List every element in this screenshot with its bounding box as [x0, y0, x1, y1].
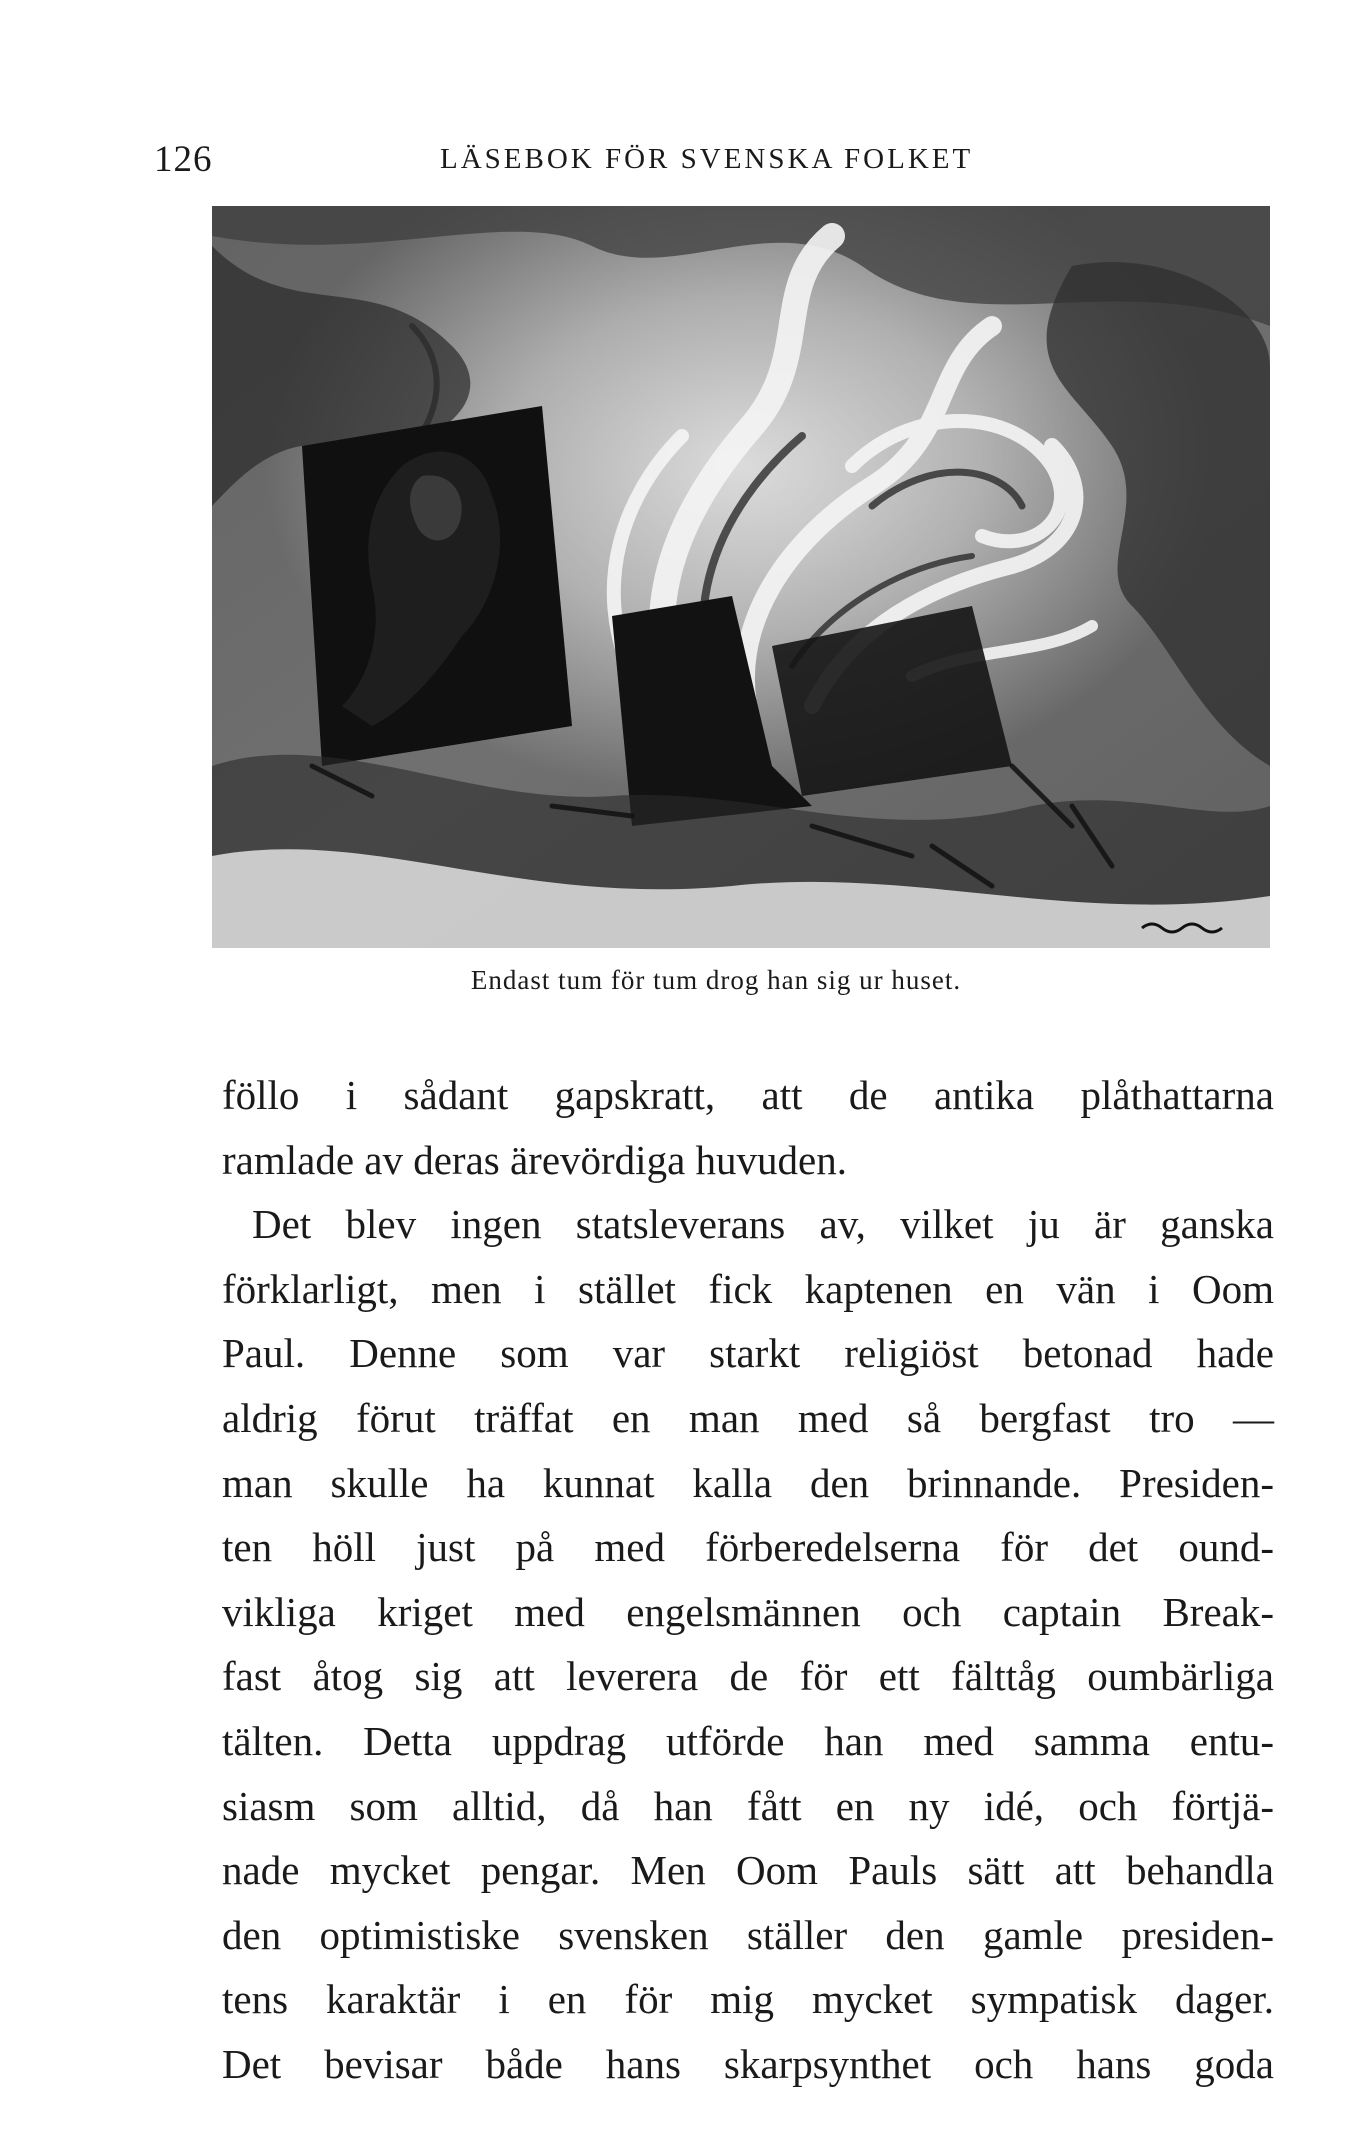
- text-line: vikliga kriget med engelsmännen och captain Break-: [222, 1588, 1274, 1635]
- text-line: den optimistiske svensken ställer den gamle presiden-: [222, 1911, 1274, 1958]
- text-line: Det blev ingen statsleverans av, vilket ju är ganska: [252, 1201, 1274, 1248]
- text-line: tälten. Detta uppdrag utförde han med samma entu-: [222, 1717, 1274, 1764]
- text-line: aldrig förut träffat en man med så bergfast tro —: [222, 1394, 1274, 1441]
- page-number: 126: [154, 139, 213, 180]
- text-line: tens karaktär i en för mig mycket sympatisk dager.: [222, 1976, 1274, 2023]
- text-line: ten höll just på med förberedelserna för det ound-: [222, 1524, 1274, 1571]
- text-line: man skulle ha kunnat kalla den brinnande. Presiden-: [222, 1459, 1274, 1506]
- body-text: [222, 1063, 1274, 2097]
- text-line: förklarligt, men i stället fick kaptenen en vän i Oom: [222, 1265, 1274, 1312]
- text-line: ramlade av deras ärevördiga huvuden.: [222, 1136, 847, 1183]
- text-line: föllo i sådant gapskratt, att de antika plåthattarna: [222, 1072, 1274, 1118]
- text-line: fast åtog sig att leverera de för ett fälttåg oumbärliga: [222, 1653, 1274, 1700]
- text-line: Det bevisar både hans skarpsynthet och hans goda: [222, 2040, 1274, 2087]
- illustration-burning-house: [212, 206, 1270, 948]
- text-line: Paul. Denne som var starkt religiöst betonad hade: [222, 1330, 1274, 1377]
- running-title: LÄSEBOK FÖR SVENSKA FOLKET: [440, 143, 974, 175]
- illustration-image: [212, 206, 1270, 948]
- text-line: siasm som alltid, då han fått en ny idé, och förtjä-: [222, 1782, 1274, 1829]
- illustration-caption: Endast tum för tum drog han sig ur huset.: [470, 965, 962, 995]
- text-line: nade mycket pengar. Men Oom Pauls sätt att behandla: [222, 1847, 1274, 1894]
